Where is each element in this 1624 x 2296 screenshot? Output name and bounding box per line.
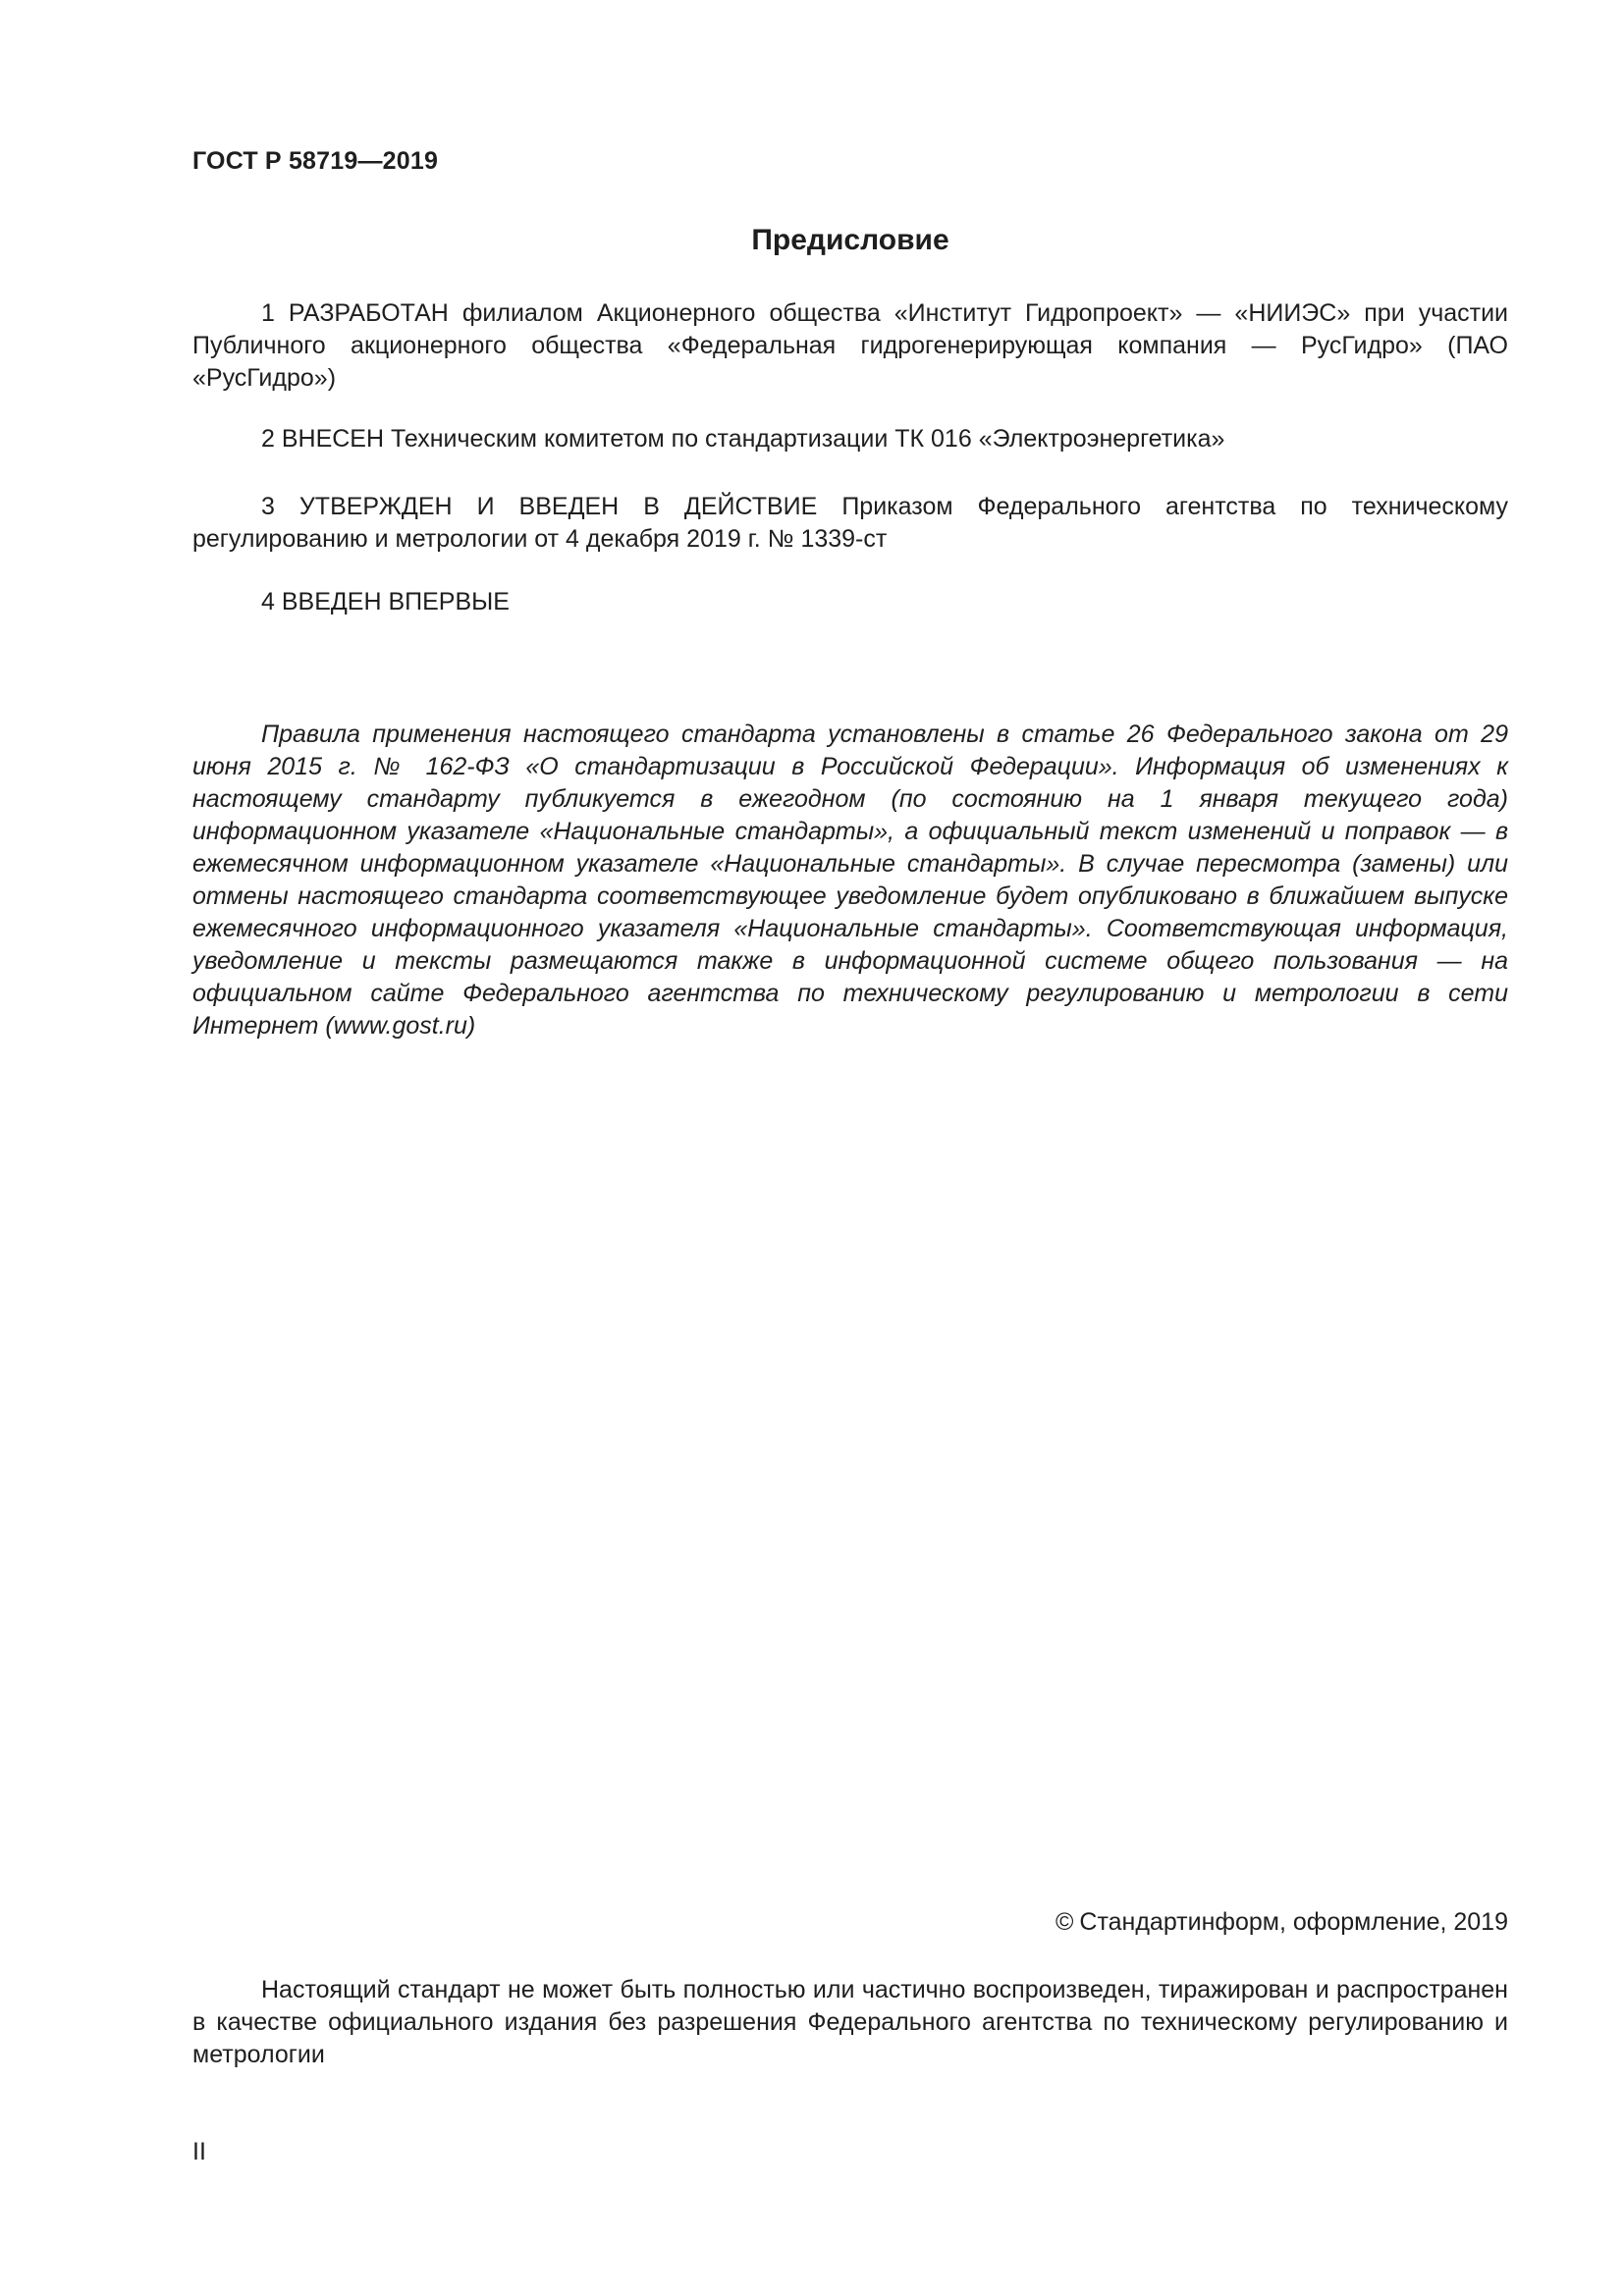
application-rules-notice: Правила применения настоящего стандарта установлены в статье 26 Федерального закона от 29 июня 2015 г. № 162-ФЗ «О стандартизации в Российской Федерации». Информация об изменениях к настоящему стандарту публикуется в ежегодном (по состоянию на 1 января текущего года) информационном указателе «Национальные стандарты», а официальный текст изменений и поправок — в ежемесячном информационном указателе «Национальные стандарты». В случае пересмотра (замены) или отмены настоящего стандарта соответствующее уведомление будет опубликовано в ближайшем выпуске ежемесячного информационного указателя «Национальные стандарты». Соответствующая информация, уведомление и тексты размещаются также в информационной системе общего пользования — на официальном сайте Федерального агентства по техническому регулированию и метрологии в сети Интернет (www.gost.ru) <box>192 721 1508 1040</box>
section-title: Предисловие <box>751 224 949 256</box>
preface-item-introduced: 4 ВВЕДЕН ВПЕРВЫЕ <box>261 588 510 615</box>
copyright-line <box>1056 1908 1508 1937</box>
page-number: II <box>192 2138 206 2165</box>
preface-item-developed: 1 РАЗРАБОТАН филиалом Акционерного общества «Институт Гидропроект» — «НИИЭС» при участии Публичного акционерного общества «Федеральная гидрогенерирующая компания — РусГидро» (ПАО «РусГидро») <box>192 299 1508 392</box>
preface-item-submitted: 2 ВНЕСЕН Техническим комитетом по стандартизации ТК 016 «Электроэнергетика» <box>261 425 1225 453</box>
reproduction-notice: Настоящий стандарт не может быть полностью или частично воспроизведен, тиражирован и распространен в качестве официального издания без разрешения Федерального агентства по техническому регулированию и метрологии <box>192 1976 1508 2068</box>
copyright-icon: © <box>1055 1908 1074 1936</box>
document-code: ГОСТ Р 58719—2019 <box>192 147 439 175</box>
preface-item-approved: 3 УТВЕРЖДЕН И ВВЕДЕН В ДЕЙСТВИЕ Приказом Федерального агентства по техническому регулированию и метрологии от 4 декабря 2019 г. № 1339-ст <box>192 493 1508 553</box>
copyright-text: Стандартинформ, оформление, 2019 <box>1079 1908 1508 1936</box>
